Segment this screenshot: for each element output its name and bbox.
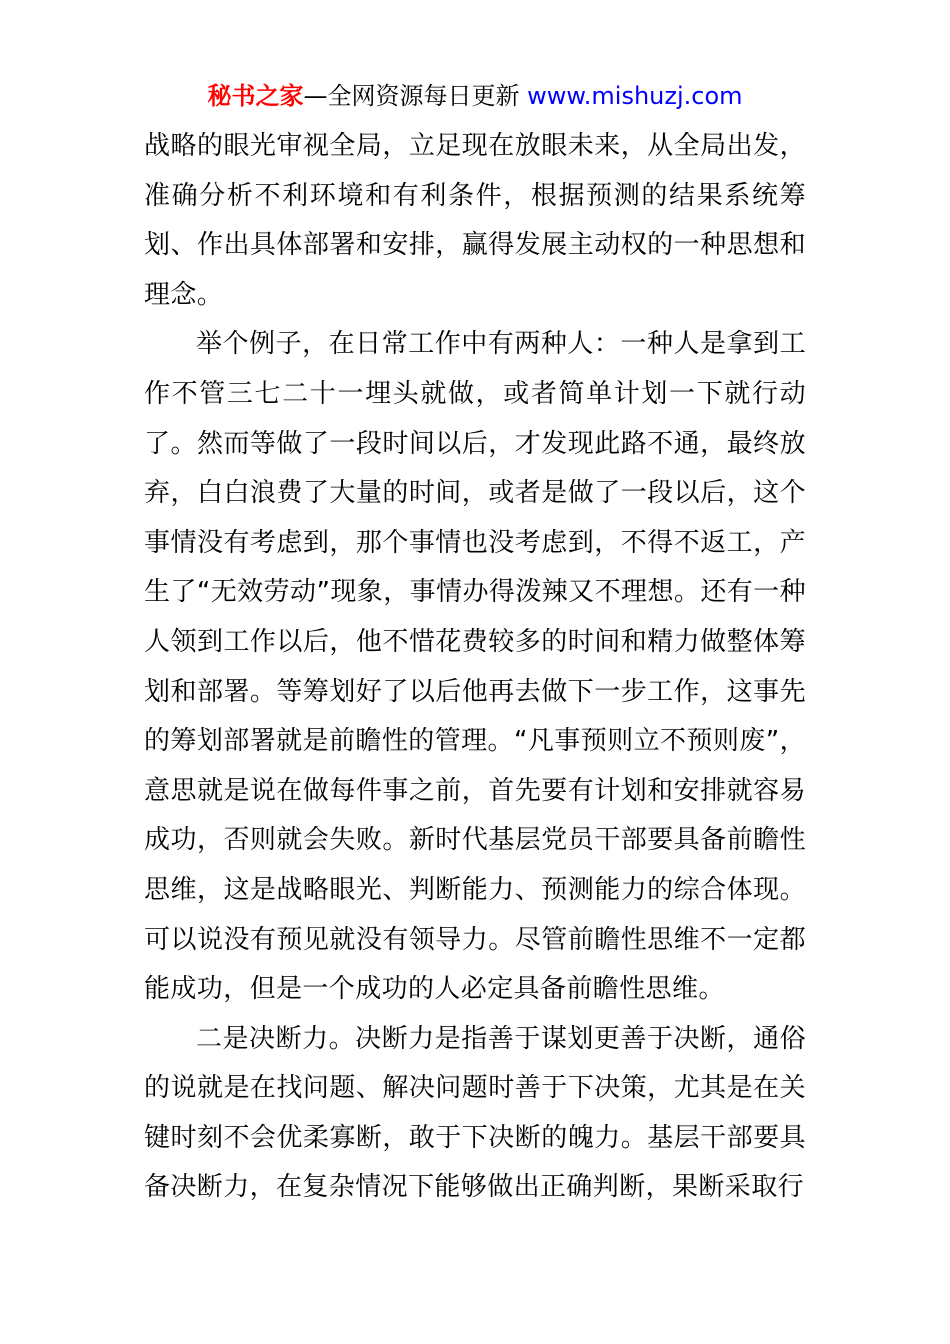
paragraph-decisiveness: 二是决断力。决断力是指善于谋划更善于决断，通俗的说就是在找问题、解决问题时善于下决策，尤其是在关键时刻不会优柔寡断，敢于下决断的魄力。基层干部要具备决断力，在复杂情况下能够做出正确判断，果断采取行 — [144, 1023, 806, 1203]
paragraph-continuation: 战略的眼光审视全局，立足现在放眼未来，从全局出发，准确分析不利环境和有利条件，根据预测的结果系统筹划、作出具体部署和安排，赢得发展主动权的一种思想和理念。 — [144, 131, 806, 310]
paragraph-example: 举个例子，在日常工作中有两种人：一种人是拿到工作不管三七二十一埋头就做，或者简单计划一下就行动了。然而等做了一段时间以后，才发现此路不通，最终放弃，白白浪费了大量的时间，或者是做了一段以后，这个事情没有考虑到，那个事情也没考虑到，不得不返工，产生了“无效劳动”现象，事情办得泼辣又不理想。还有一种人领到工作以后，他不惜花费较多的时间和精力做整体筹划和部署。等筹划好了以后他再去做下一步工作，这事先的筹划部署就是前瞻性的管理。“凡事预则立不预则废”，意思就是说在做每件事之前，首先要有计划和安排就容易成功，否则就会失败。新时代基层党员干部要具备前瞻性思维，这是战略眼光、判断能力、预测能力的综合体现。可以说没有预见就没有领导力。尽管前瞻性思维不一定都能成功，但是一个成功的人必定具备前瞻性思维。 — [144, 329, 806, 1005]
site-url-link[interactable]: www.mishuzj.com — [527, 82, 743, 110]
brand-name: 秘书之家 — [207, 82, 304, 110]
site-header — [0, 80, 950, 112]
document-body — [144, 122, 806, 1213]
header-tagline: —全网资源每日更新 — [303, 82, 520, 110]
